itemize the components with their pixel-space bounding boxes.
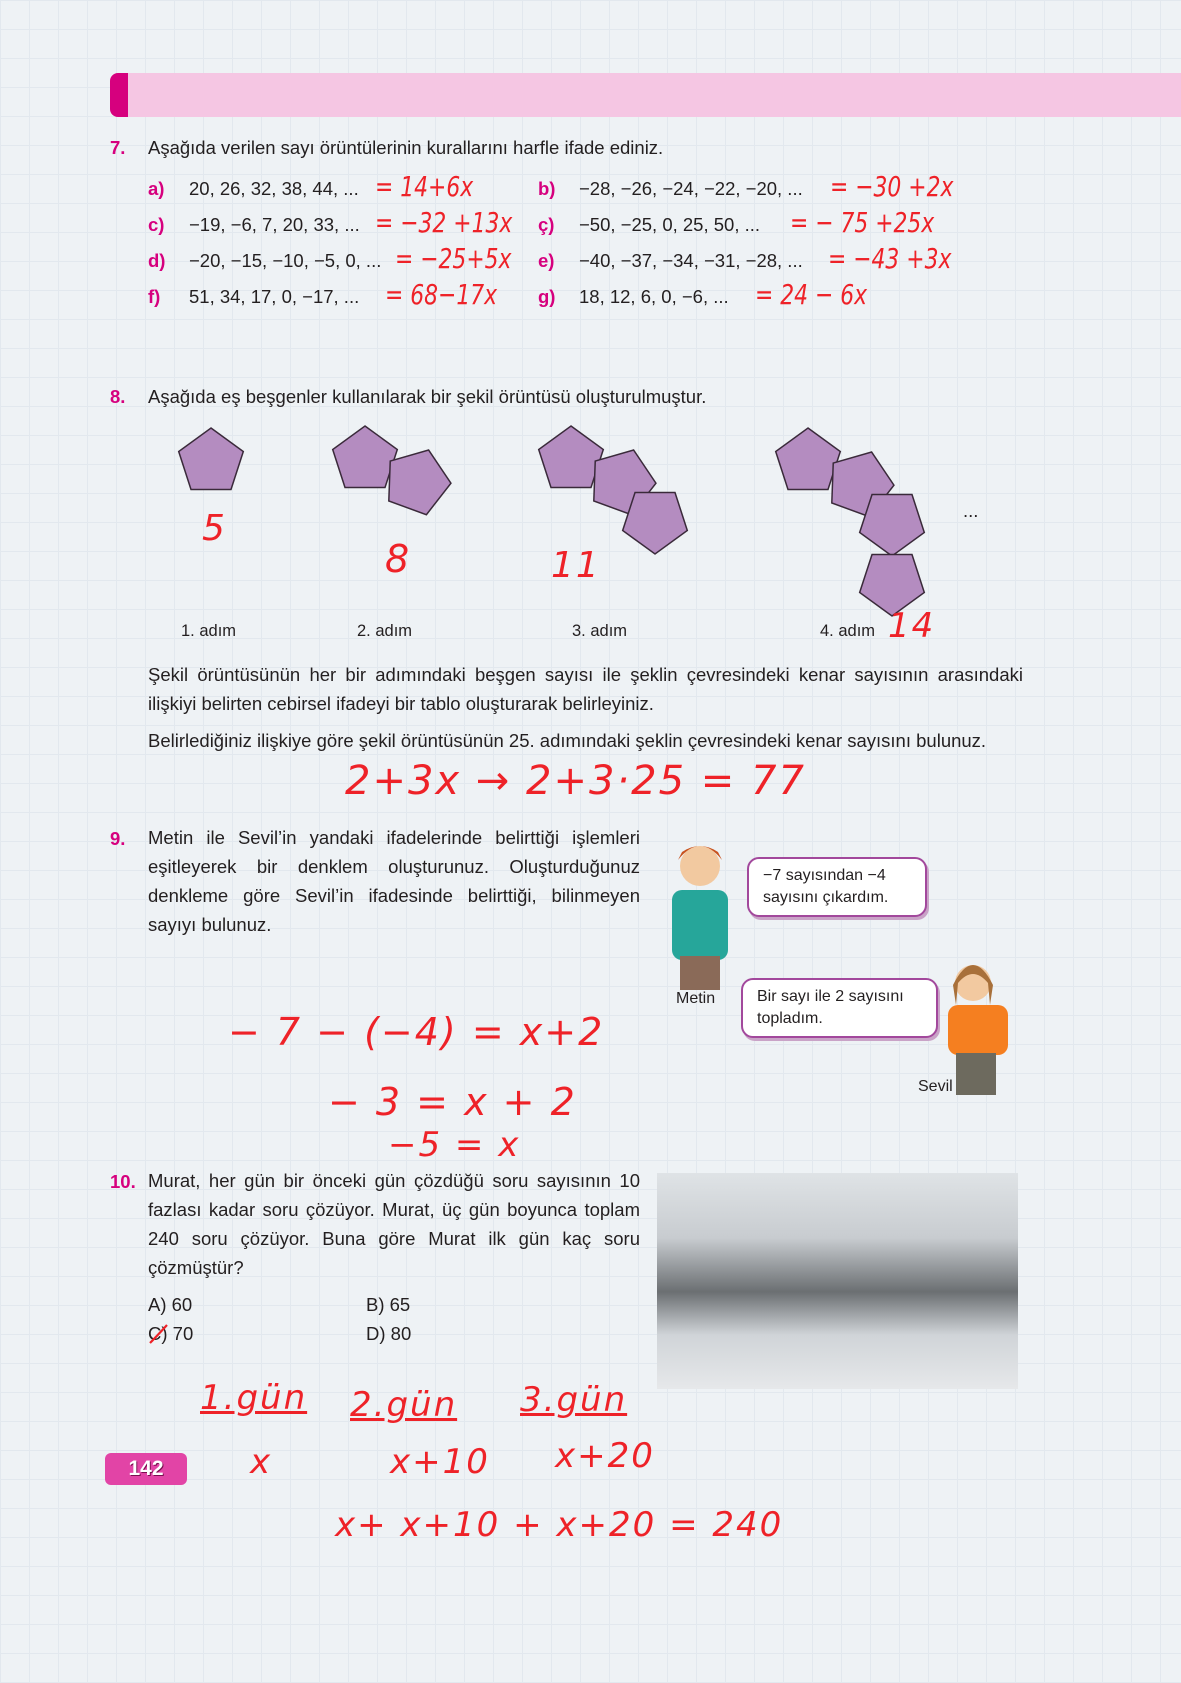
handwritten-answer: = −32 +13x <box>375 206 513 239</box>
handwritten-header: 1.gün <box>200 1378 308 1418</box>
handwritten-equation: x+ x+10 + x+20 = 240 <box>335 1505 784 1545</box>
option-label: A) <box>148 1294 167 1315</box>
metin-label: Metin <box>676 990 716 1007</box>
item-sequence: 51, 34, 17, 0, −17, ... <box>189 286 360 307</box>
section-header-bar <box>110 73 1181 117</box>
metin-speech-bubble: −7 sayısından −4 sayısını çıkardım. <box>747 857 927 917</box>
handwritten-answer: = −43 +3x <box>828 242 952 275</box>
sevil-speech-bubble: Bir sayı ile 2 sayısını topladım. <box>741 978 938 1038</box>
item-sequence: −20, −15, −10, −5, 0, ... <box>189 250 382 271</box>
option-label: B) <box>366 1294 385 1315</box>
item-label: g) <box>538 286 556 307</box>
item-sequence: 18, 12, 6, 0, −6, ... <box>579 286 729 307</box>
handwritten-value: x+20 <box>555 1436 655 1476</box>
q10-block <box>148 1166 640 1345</box>
question-number: 7. <box>110 137 126 158</box>
handwritten-answer: 5 <box>202 508 227 549</box>
handwritten-answer: = 68−17x <box>385 278 498 311</box>
item-sequence: −19, −6, 7, 20, 33, ... <box>189 214 360 235</box>
option-value: 80 <box>390 1323 412 1344</box>
option-value: 65 <box>389 1294 411 1315</box>
question-number: 8. <box>110 386 126 407</box>
question-prompt: Aşağıda verilen sayı örüntülerinin kurallarını harfle ifade ediniz. <box>148 137 664 158</box>
step-label: 4. adım <box>820 622 876 640</box>
handwritten-answer: 14 <box>888 606 936 646</box>
sevil-label: Sevil <box>918 1078 953 1095</box>
question-text: Şekil örüntüsünün her bir adımındaki beşgen sayısı ile şeklin çevresindeki kenar sayısının arasındaki ilişkiyi belirten cebirsel ifadeyi bir tablo oluşturarak belirleyiniz. <box>148 664 1023 714</box>
option-c[interactable] <box>148 1323 366 1345</box>
metin-illustration <box>660 838 740 990</box>
handwritten-value: x <box>250 1442 273 1482</box>
item-label: a) <box>148 178 165 199</box>
item-label: b) <box>538 178 556 199</box>
item-sequence: 20, 26, 32, 38, 44, ... <box>189 178 359 199</box>
option-d[interactable] <box>366 1323 584 1345</box>
handwritten-answer: = −25+5x <box>395 242 512 275</box>
question-prompt: Aşağıda eş beşgenler kullanılarak bir şekil örüntüsü oluşturulmuştur. <box>148 386 707 407</box>
option-label: D) <box>366 1323 386 1344</box>
item-sequence: −40, −37, −34, −31, −28, ... <box>579 250 803 271</box>
item-label: d) <box>148 250 166 271</box>
item-label: f) <box>148 286 161 307</box>
step-label: 2. adım <box>357 622 413 640</box>
option-a[interactable] <box>148 1294 366 1316</box>
option-b[interactable] <box>366 1294 584 1316</box>
handwritten-answer: 8 <box>385 537 412 581</box>
item-label: ç) <box>538 214 555 235</box>
option-value: 70 <box>172 1323 194 1344</box>
handwritten-work: − 3 = x + 2 <box>328 1080 577 1124</box>
pentagon <box>776 428 841 490</box>
pentagon-pattern <box>0 400 1000 620</box>
handwritten-value: x+10 <box>390 1442 490 1482</box>
ellipsis: ... <box>963 500 979 521</box>
handwritten-work: − 7 − (−4) = x+2 <box>228 1010 605 1054</box>
item-sequence: −28, −26, −24, −22, −20, ... <box>579 178 803 199</box>
answer-options <box>148 1294 640 1345</box>
item-label: e) <box>538 250 555 271</box>
step-label: 1. adım <box>181 622 237 640</box>
handwritten-work: −5 = x <box>388 1125 521 1165</box>
question-number: 10. <box>110 1171 136 1192</box>
handwritten-answer: = − 75 +25x <box>790 206 935 239</box>
item-sequence: −50, −25, 0, 25, 50, ... <box>579 214 761 235</box>
item-label: c) <box>148 214 165 235</box>
option-label: C) <box>148 1323 168 1344</box>
handwritten-answer: = 14+6x <box>375 170 474 203</box>
pentagon <box>179 428 244 490</box>
checkmark-icon <box>148 1323 170 1347</box>
pentagon <box>539 426 604 488</box>
handwritten-answer: = −30 +2x <box>830 170 954 203</box>
question-number: 9. <box>110 828 126 849</box>
question-prompt: Metin ile Sevil’in yandaki ifadelerinde belirttiği işlemleri eşitleyerek bir denklem oluşturunuz. Oluşturduğunuz denkleme göre Sevil’in ifadesinde belirttiği, bilinmeyen sayıyı bulunuz. <box>148 827 640 935</box>
question-text: Belirlediğiniz ilişkiye göre şekil örüntüsünün 25. adımındaki şeklin çevresindeki kenar sayısını bulunuz. <box>148 730 987 751</box>
page-number: 142 <box>105 1453 187 1485</box>
question-prompt: Murat, her gün bir önceki gün çözdüğü soru sayısının 10 fazlası kadar soru çözüyor. Murat, üç gün boyunca toplam 240 soru çözüyor. Buna göre Murat ilk gün kaç soru çözmüştür? <box>148 1170 640 1278</box>
students-exam-photo <box>657 1173 1018 1389</box>
step-label: 3. adım <box>572 622 628 640</box>
handwritten-answer: 2+3x → 2+3·25 = 77 <box>345 758 806 804</box>
handwritten-answer: = 24 − 6x <box>755 278 868 311</box>
handwritten-header: 3.gün <box>520 1380 628 1420</box>
handwritten-header: 2.gün <box>350 1385 458 1425</box>
option-value: 60 <box>171 1294 193 1315</box>
handwritten-answer: 11 <box>551 545 601 586</box>
pentagon <box>333 426 398 488</box>
